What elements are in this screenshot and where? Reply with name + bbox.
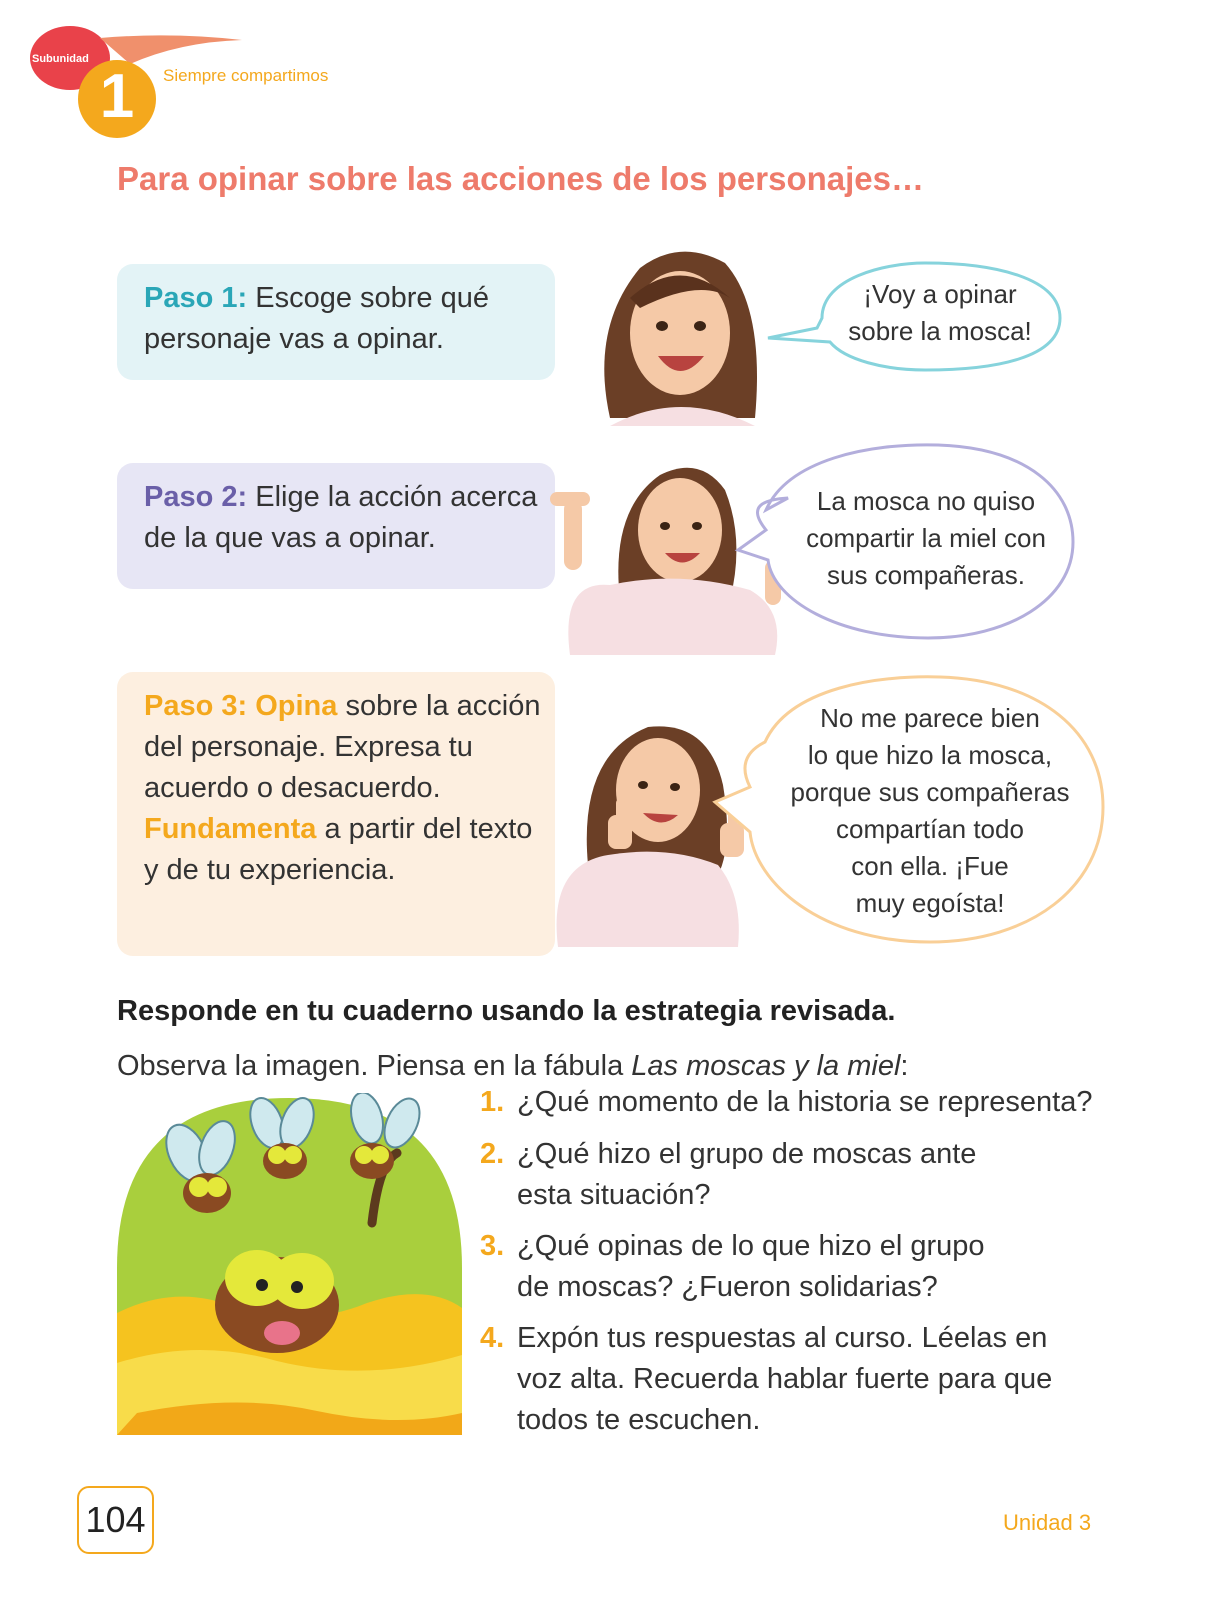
step-3-label: Paso 3: Opina — [144, 690, 338, 722]
question-3: 3. ¿Qué opinas de lo que hizo el grupo de moscas? ¿Fueron solidarias? — [480, 1230, 985, 1303]
step-3-text-a: sobre la acción del personaje. Expresa tu acuerdo o desacuerdo. — [144, 690, 541, 804]
bubble-3-text: No me parece bien lo que hizo la mosca, porque sus compañeras compartían todo con ella. ¡Fue muy egoísta! — [790, 703, 1070, 918]
step-3-box — [117, 672, 555, 956]
question-1: 1. ¿Qué momento de la historia se representa? — [480, 1086, 1093, 1118]
step-1-box — [117, 264, 555, 380]
step-1-text: Escoge sobre qué personaje vas a opinar. — [144, 282, 489, 355]
girl-smiling-photo — [580, 238, 770, 426]
question-4: 4. Expón tus respuestas al curso. Léelas en voz alta. Recuerda hablar fuerte para que todos te escuchen. — [480, 1322, 1053, 1436]
page-title: Para opinar sobre las acciones de los personajes… — [117, 160, 925, 197]
observe-line: Observa la imagen. Piensa en la fábula Las moscas y la miel: — [117, 1050, 909, 1082]
step-1-label: Paso 1: — [144, 282, 248, 314]
flies-honey-illustration — [117, 1093, 462, 1435]
step-2-text: Elige la acción acerca de la que vas a opinar. — [144, 481, 538, 554]
page-number: 104 — [77, 1486, 154, 1554]
question-2: 2. ¿Qué hizo el grupo de moscas ante esta situación? — [480, 1138, 977, 1211]
bubble-1-text: ¡Voy a opinar sobre la mosca! — [848, 279, 1032, 346]
subunit-label: Subunidad — [32, 53, 89, 65]
step-2-label: Paso 2: — [144, 481, 248, 513]
subunit-number: 1 — [99, 62, 135, 131]
step-3-emphasis: Fundamenta — [144, 813, 317, 845]
unit-label: Unidad 3 — [1003, 1510, 1092, 1535]
fable-title: Las moscas y la miel — [631, 1050, 901, 1082]
bubble-2-text: La mosca no quiso compartir la miel con sus compañeras. — [806, 486, 1046, 590]
step-3-text-b: a partir del texto y de tu experiencia. — [144, 813, 533, 886]
activity-instruction: Responde en tu cuaderno usando la estrategia revisada. — [117, 995, 896, 1027]
step-2-box — [117, 463, 555, 589]
subunit-title: Siempre compartimos — [163, 66, 329, 85]
